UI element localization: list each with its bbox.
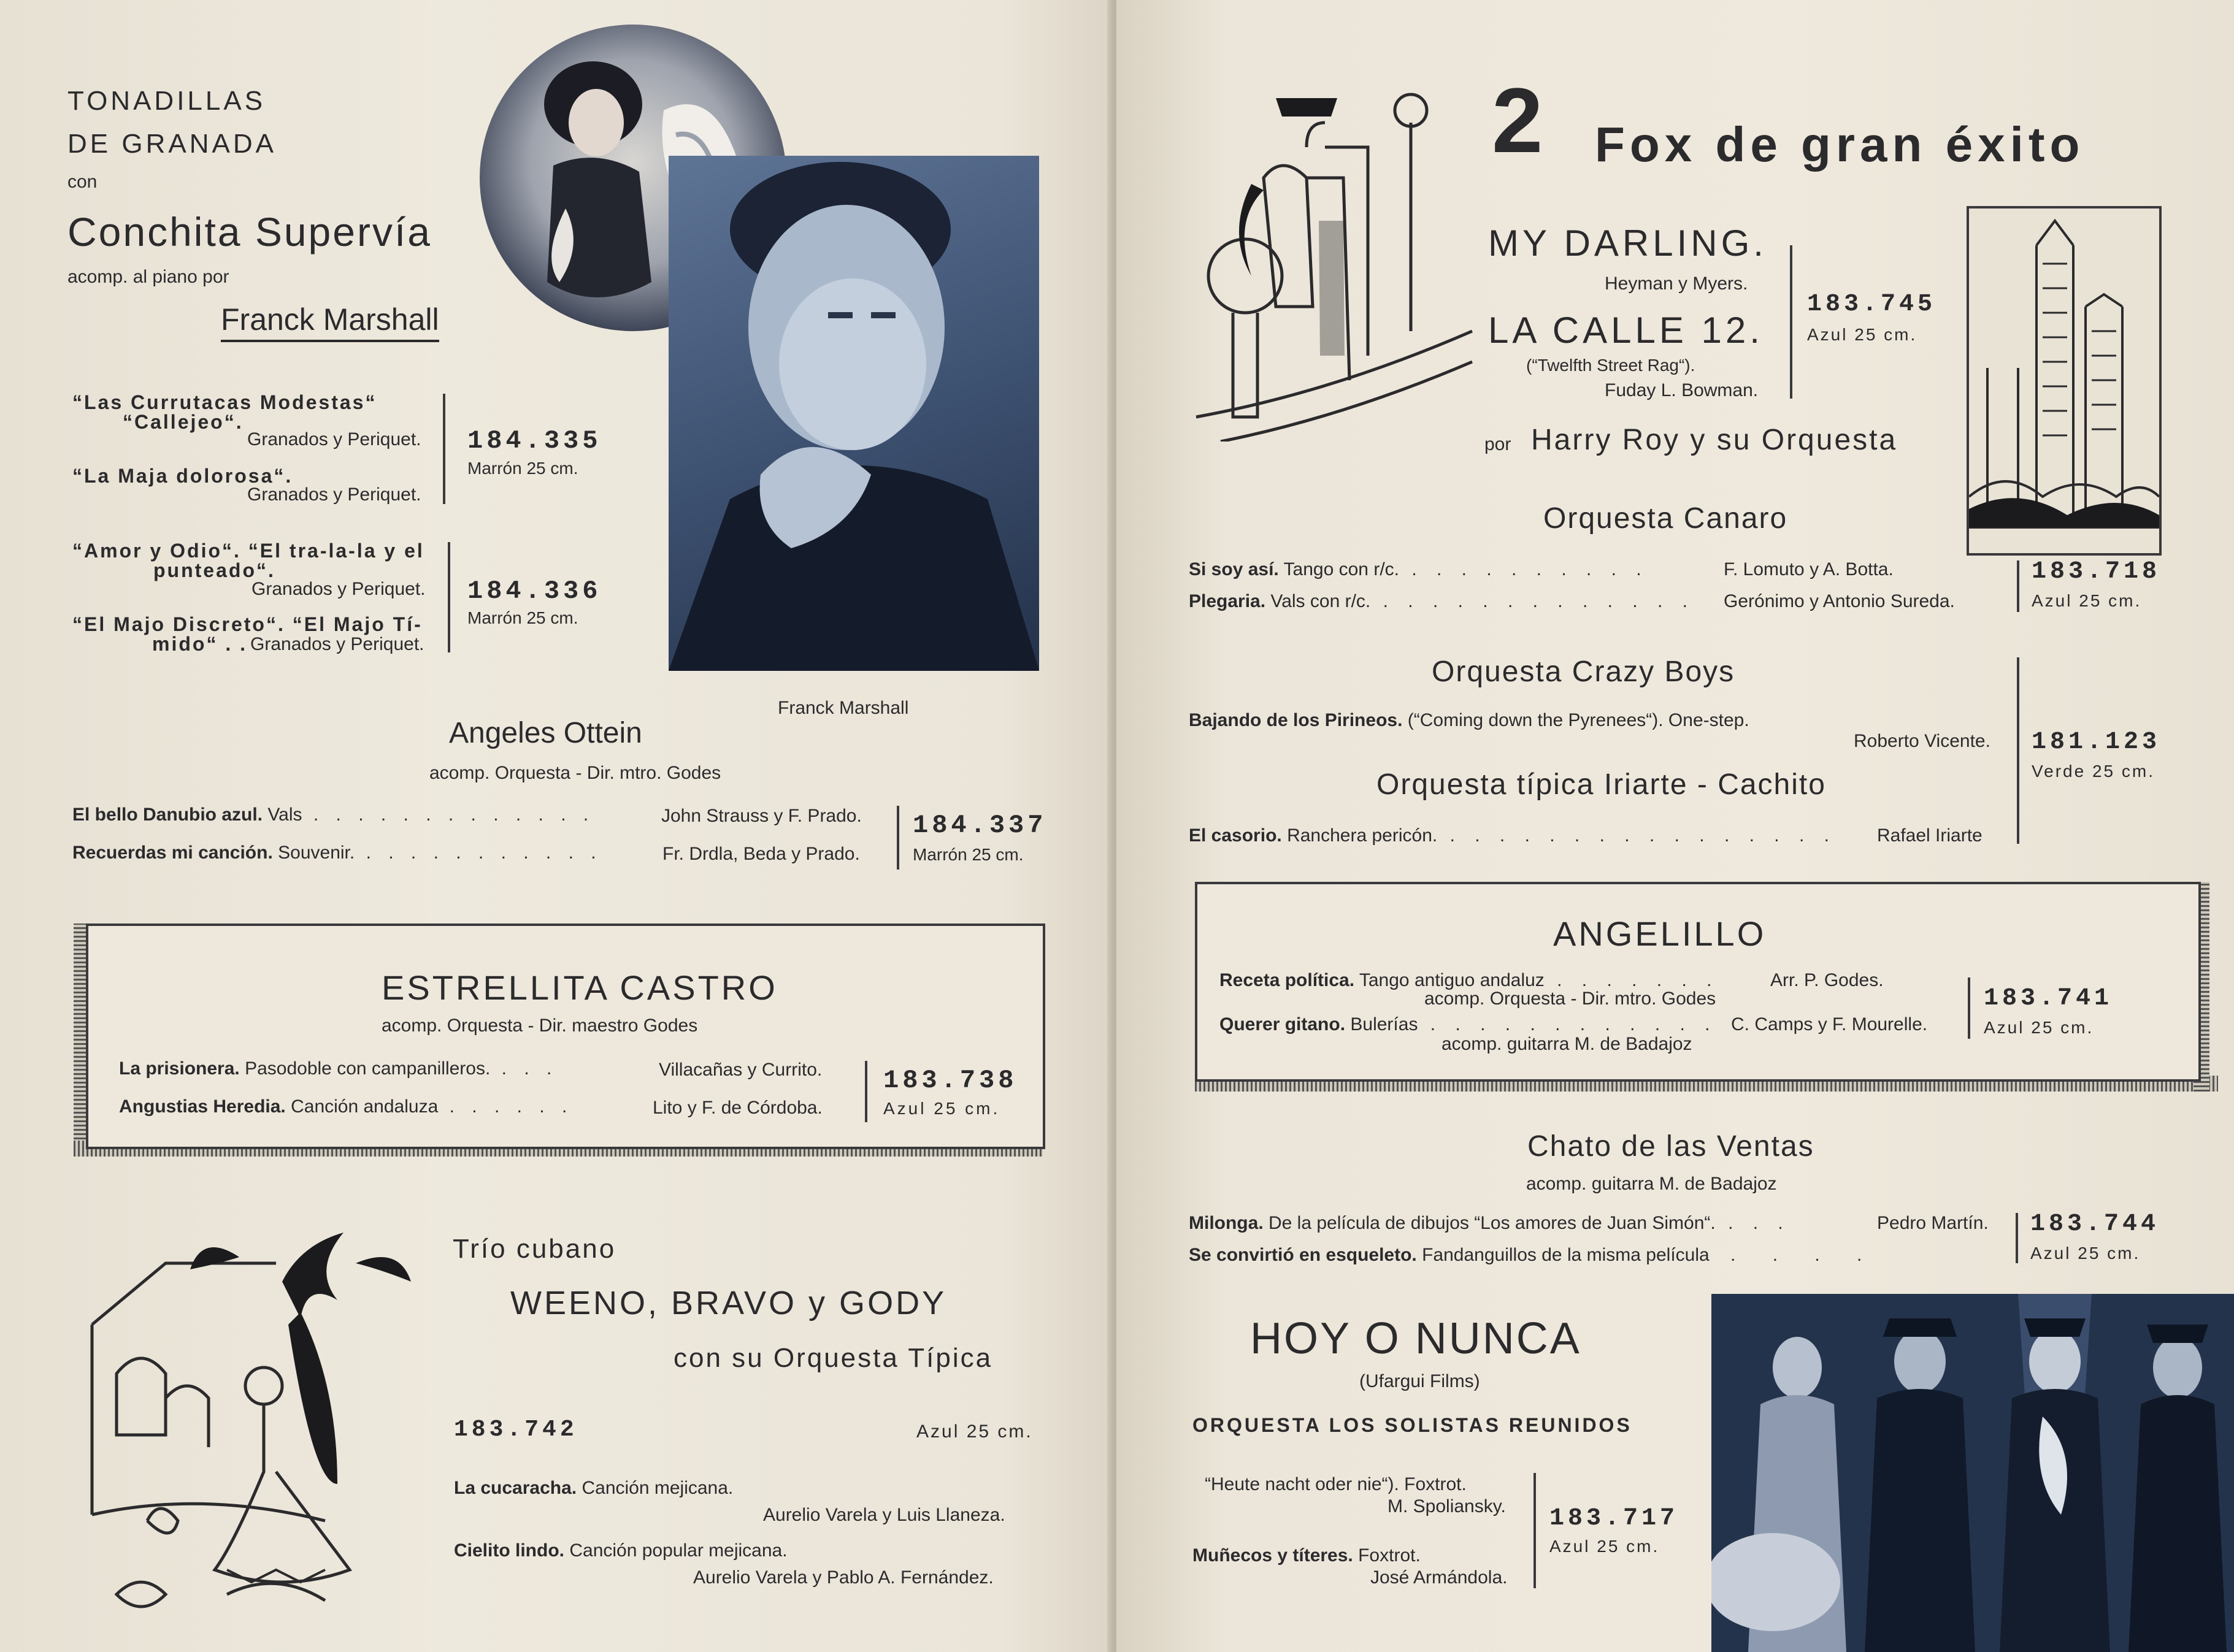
- castro-track1-title: La prisionera.: [119, 1058, 240, 1079]
- crazy-track1-genre: (“Coming down the Pyrenees“). One-step.: [1407, 710, 1749, 730]
- brace: [1533, 1473, 1536, 1588]
- angelillo-track1: Receta política. Tango antiguo andaluz . . . . . . .: [1219, 970, 1719, 990]
- hoy-studio: (Ufargui Films): [1359, 1371, 1480, 1391]
- hoy-label: Azul 25 cm.: [1549, 1537, 1660, 1556]
- castro-artist: ESTRELLITA CASTRO: [382, 968, 778, 1007]
- trio-track1-genre: Canción mejicana.: [582, 1478, 734, 1498]
- brace: [443, 394, 445, 504]
- canaro-track1-title: Si soy así.: [1189, 559, 1279, 579]
- brace: [2017, 560, 2019, 612]
- canaro-track1-composer: F. Lomuto y A. Botta.: [1724, 559, 1894, 579]
- fox-artist: Harry Roy y su Orquesta: [1531, 424, 1898, 456]
- chato-number: 183.744: [2030, 1210, 2160, 1238]
- crazy-track1-composer: Roberto Vicente.: [1854, 731, 1990, 751]
- skyscraper-illustration: [1967, 206, 2162, 556]
- brace: [448, 542, 450, 652]
- chato-track1: Milonga. De la película de dibujos “Los amores de Juan Simón“. . . .: [1189, 1213, 1791, 1233]
- brace: [1968, 977, 1970, 1039]
- ottein-artist: Angeles Ottein: [449, 717, 642, 749]
- tonadillas-con: con: [67, 172, 98, 192]
- ottein-label: Marrón 25 cm.: [913, 845, 1024, 864]
- crazy-track2-composer: Rafael Iriarte: [1877, 825, 1983, 846]
- angelillo-track2-genre: Bulerías: [1350, 1014, 1418, 1034]
- tonadillas-disc1-track2-composer: Granados y Periquet.: [247, 484, 421, 505]
- fox-track1-composer: Heyman y Myers.: [1605, 273, 1748, 294]
- ottein-track2: Recuerdas mi canción. Souvenir. . . . . . . . . . . .: [72, 843, 602, 863]
- tonadillas-disc2-track1-composer: Granados y Periquet.: [251, 579, 426, 599]
- crazy-track2-title: El casorio.: [1189, 825, 1282, 846]
- chato-track2: Se convirtió en esqueleto. Fandanguillos de la misma película . . . .: [1189, 1245, 1878, 1265]
- trio-track1-title: La cucaracha.: [454, 1478, 577, 1498]
- canaro-track2: Plegaria. Vals con r/c. . . . . . . . . . . . . .: [1189, 591, 1695, 611]
- crazy-artist: Orquesta Crazy Boys: [1432, 656, 1735, 688]
- angelillo-number: 183.741: [1984, 985, 2113, 1012]
- chato-track1-genre: De la película de dibujos “Los amores de Juan Simón“.: [1269, 1213, 1716, 1233]
- tonadillas-disc2-track2-a: “El Majo Discreto“. “El Majo Tí-: [72, 613, 423, 635]
- angelillo-track2-composer: C. Camps y F. Mourelle.: [1731, 1014, 1928, 1034]
- hoy-track1-composer: M. Spoliansky.: [1388, 1496, 1506, 1516]
- ottein-track1: El bello Danubio azul. Vals . . . . . . . . . . . . .: [72, 805, 595, 825]
- fox-track1-title: MY DARLING.: [1488, 223, 1767, 264]
- ottein-track1-title: El bello Danubio azul.: [72, 805, 263, 825]
- angelillo-track2-acomp: acomp. guitarra M. de Badajoz: [1441, 1034, 1692, 1054]
- tonadillas-disc1-track1-composer: Granados y Periquet.: [247, 429, 421, 449]
- brace: [897, 806, 899, 870]
- chato-track1-composer: Pedro Martín.: [1877, 1213, 1989, 1233]
- illustration-image: [1969, 208, 2159, 553]
- hoy-o-nunca-film-still: [1711, 1294, 2234, 1652]
- trio-line3: con su Orquesta Típica: [674, 1343, 993, 1373]
- chato-acomp: acomp. guitarra M. de Badajoz: [1526, 1174, 1777, 1194]
- canaro-number: 183.718: [2032, 558, 2161, 586]
- tonadillas-heading-line2: DE GRANADA: [67, 129, 277, 159]
- fox-heading: Fox de gran éxito: [1595, 117, 2085, 172]
- tonadillas-disc2-number: 184.336: [467, 576, 602, 606]
- chato-track2-genre: Fandanguillos de la misma película: [1422, 1245, 1710, 1265]
- hoy-track2-genre: Foxtrot.: [1358, 1545, 1421, 1566]
- trio-track2-title: Cielito lindo.: [454, 1540, 564, 1561]
- fox-track2-subtitle: (“Twelfth Street Rag“).: [1526, 356, 1695, 375]
- crazy-artist2: Orquesta típica Iriarte - Cachito: [1376, 768, 1826, 801]
- crazy-track1-title: Bajando de los Pirineos.: [1189, 710, 1403, 730]
- trio-track1-composer: Aurelio Varela y Luis Llaneza.: [763, 1505, 1005, 1525]
- fox-count: 2: [1492, 69, 1543, 172]
- ottein-track1-composer: John Strauss y F. Prado.: [661, 806, 862, 826]
- brace: [865, 1061, 867, 1122]
- chato-track1-title: Milonga.: [1189, 1213, 1264, 1233]
- tonadillas-disc2-track2-composer: Granados y Periquet.: [250, 634, 424, 654]
- hoy-orchestra: ORQUESTA LOS SOLISTAS REUNIDOS: [1192, 1414, 1632, 1436]
- castro-acomp: acomp. Orquesta - Dir. maestro Godes: [382, 1015, 698, 1036]
- dancing-couple-illustration: [1184, 74, 1484, 442]
- angelillo-label: Azul 25 cm.: [1984, 1018, 2094, 1037]
- trio-label: Azul 25 cm.: [916, 1421, 1033, 1442]
- tonadillas-disc1-label: Marrón 25 cm.: [467, 459, 578, 478]
- franck-marshall-photo: [669, 156, 1039, 671]
- tonadillas-disc1-track1-b: “Callejeo“.: [123, 411, 244, 433]
- chato-artist: Chato de las Ventas: [1527, 1130, 1814, 1163]
- trio-line2: WEENO, BRAVO y GODY: [510, 1285, 947, 1321]
- hoy-track2-title: Muñecos y títeres.: [1192, 1545, 1353, 1566]
- hoy-track2-composer: José Armándola.: [1370, 1567, 1508, 1588]
- fox-label: Azul 25 cm.: [1807, 325, 1917, 344]
- trio-line1: Trío cubano: [453, 1234, 616, 1264]
- cuban-dancer-illustration: [80, 1226, 423, 1631]
- tonadillas-heading-line1: TONADILLAS: [67, 86, 266, 116]
- ottein-acomp: acomp. Orquesta - Dir. mtro. Godes: [429, 763, 721, 783]
- castro-track1: La prisionera. Pasodoble con campanilleros. . . .: [119, 1058, 558, 1079]
- angelillo-track1-genre: Tango antiguo andaluz: [1359, 970, 1545, 990]
- trio-track1: [454, 1478, 733, 1499]
- illustration-image: [80, 1226, 423, 1631]
- canaro-track2-genre: Vals con r/c.: [1270, 591, 1371, 611]
- castro-track1-genre: Pasodoble con campanilleros.: [245, 1058, 491, 1079]
- trio-number: 183.742: [454, 1417, 578, 1443]
- canaro-label: Azul 25 cm.: [2032, 591, 2142, 610]
- castro-label: Azul 25 cm.: [883, 1099, 1000, 1118]
- angelillo-track2: Querer gitano. Bulerías . . . . . . . . . . . .: [1219, 1014, 1718, 1034]
- tonadillas-disc1-number: 184.335: [467, 426, 602, 456]
- crazy-label: Verde 25 cm.: [2032, 762, 2155, 781]
- castro-track2-title: Angustias Heredia.: [119, 1096, 286, 1117]
- tonadillas-disc1-track1-a: “Las Currutacas Modestas“: [72, 391, 377, 413]
- angelillo-artist: ANGELILLO: [1553, 914, 1767, 953]
- angelillo-track1-title: Receta política.: [1219, 970, 1355, 990]
- crazy-track2: El casorio. Ranchera pericón. . . . . . . . . . . . . . . . .: [1189, 825, 1837, 846]
- castro-track1-composer: Villacañas y Currito.: [659, 1060, 823, 1080]
- ottein-number: 184.337: [913, 811, 1047, 840]
- fox-por: por: [1484, 434, 1511, 454]
- tonadillas-disc2-track1-a: “Amor y Odio“. “El tra-la-la y el: [72, 540, 424, 562]
- castro-track2-genre: Canción andaluza: [291, 1096, 439, 1117]
- castro-track2-composer: Lito y F. de Córdoba.: [653, 1098, 823, 1118]
- canaro-artist: Orquesta Canaro: [1543, 502, 1788, 535]
- canaro-track2-title: Plegaria.: [1189, 591, 1266, 611]
- angelillo-track1-composer: Arr. P. Godes.: [1770, 970, 1884, 990]
- left-page: [0, 0, 1111, 1652]
- tonadillas-artist: Conchita Supervía: [67, 209, 432, 254]
- tonadillas-disc2-label: Marrón 25 cm.: [467, 608, 578, 627]
- ottein-track2-composer: Fr. Drdla, Beda y Prado.: [662, 844, 860, 864]
- brace: [1790, 245, 1792, 399]
- tonadillas-acomp: acomp. al piano por: [67, 267, 229, 287]
- canaro-track2-composer: Gerónimo y Antonio Sureda.: [1724, 591, 1955, 611]
- hoy-title: HOY O NUNCA: [1250, 1314, 1581, 1363]
- trio-track2-composer: Aurelio Varela y Pablo A. Fernández.: [693, 1567, 994, 1588]
- castro-track2: Angustias Heredia. Canción andaluza . . . . . .: [119, 1096, 574, 1117]
- angelillo-track2-title: Querer gitano.: [1219, 1014, 1346, 1034]
- castro-number: 183.738: [883, 1066, 1018, 1095]
- ottein-track1-genre: Vals: [267, 805, 302, 825]
- crazy-number: 181.123: [2032, 728, 2161, 756]
- right-page: [1116, 0, 2234, 1652]
- ottein-track2-title: Recuerdas mi canción.: [72, 843, 273, 863]
- chato-label: Azul 25 cm.: [2030, 1244, 2141, 1263]
- angelillo-track1-acomp: acomp. Orquesta - Dir. mtro. Godes: [1424, 989, 1716, 1009]
- crazy-track2-genre: Ranchera pericón.: [1287, 825, 1438, 846]
- trio-track2-genre: Canción popular mejicana.: [569, 1540, 788, 1561]
- fox-track2-composer: Fuday L. Bowman.: [1605, 380, 1759, 400]
- brace: [2017, 657, 2019, 844]
- canaro-track1-genre: Tango con r/c.: [1283, 559, 1399, 579]
- ottein-track2-genre: Souvenir.: [278, 843, 355, 863]
- tonadillas-disc2-track1-b: punteado“.: [153, 559, 275, 581]
- illustration-image: [1184, 74, 1484, 442]
- crazy-track1: [1189, 710, 1749, 731]
- canaro-track1: Si soy así. Tango con r/c. . . . . . . . . . .: [1189, 559, 1649, 579]
- chato-track2-title: Se convirtió en esqueleto.: [1189, 1245, 1417, 1265]
- hoy-track2: [1192, 1545, 1421, 1566]
- hoy-track1-title: “Heute nacht oder nie“). Foxtrot.: [1205, 1474, 1467, 1494]
- portrait-image: [669, 156, 1039, 671]
- tonadillas-pianist: Franck Marshall: [221, 302, 439, 342]
- hoy-number: 183.717: [1549, 1505, 1679, 1532]
- brace: [2016, 1213, 2018, 1263]
- trio-track2: [454, 1540, 788, 1561]
- film-still-image: [1711, 1294, 2234, 1652]
- fox-track2-title: LA CALLE 12.: [1488, 310, 1764, 351]
- franck-marshall-caption: Franck Marshall: [778, 698, 909, 718]
- tonadillas-disc1-track2: “La Maja dolorosa“.: [72, 465, 293, 487]
- tonadillas-disc2-track2-b: mido“ . .: [152, 633, 247, 655]
- fox-number: 183.745: [1807, 291, 1937, 318]
